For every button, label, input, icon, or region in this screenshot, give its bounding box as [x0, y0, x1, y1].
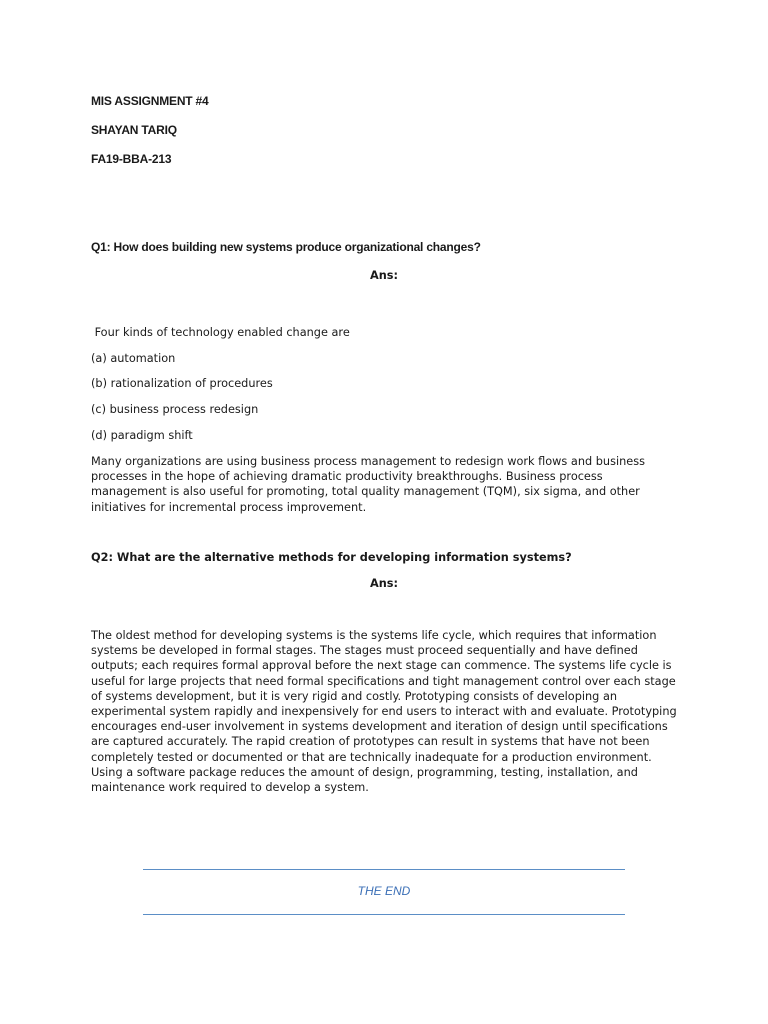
student-id: FA19-BBA-213 [91, 152, 172, 166]
paragraph-line: useful for large projects that need formal specifications and tight management control over each stage [91, 674, 676, 688]
answer-1-label: Ans: [369, 269, 399, 282]
paragraph-line: completely tested or documented or that are technically inadequate for a production environment. [91, 750, 652, 764]
the-end-text: THE END [357, 884, 411, 898]
paragraph-line: Using a software package reduces the amount of design, programming, testing, installation, and [91, 765, 638, 779]
bottom-divider [143, 914, 625, 915]
answer-2-label: Ans: [369, 577, 399, 590]
top-divider [143, 869, 625, 870]
paragraph-line: outputs; each requires formal approval before the next stage can commence. The systems life cycle is [91, 659, 672, 673]
q1-paragraph [91, 454, 661, 515]
paragraph-line: maintenance work required to develop a system. [91, 781, 369, 795]
paragraph-line: Many organizations are using business process management to redesign work flows and business [91, 455, 645, 468]
paragraph-line: management is also useful for promoting, total quality management (TQM), six sigma, and other [91, 485, 640, 499]
list-item: (b) rationalization of procedures [91, 377, 273, 390]
paragraph-line: are captured accurately. The rapid creation of prototypes can result in systems that have not been [91, 735, 650, 749]
list-item: (a) automation [91, 352, 176, 365]
paragraph-line: encourages end-user involvement in systems development and iteration of design until specifications [91, 720, 668, 734]
list-item: (d) paradigm shift [91, 429, 193, 442]
paragraph-line: systems be developed in formal stages. The stages must proceed sequentially and have defined [91, 644, 638, 658]
paragraph-line: The oldest method for developing systems is the systems life cycle, which requires that information [91, 629, 657, 642]
student-name: SHAYAN TARIQ [91, 123, 177, 137]
paragraph-line: experimental system rapidly and inexpensively for end users to interact with and evaluate. Prototyping [91, 705, 677, 719]
paragraph-line: of systems development, but it is very rigid and costly. Prototyping consists of developing an [91, 689, 618, 703]
q1-intro: Four kinds of technology enabled change are [91, 326, 350, 339]
question-2: Q2: What are the alternative methods for developing information systems? [91, 551, 572, 564]
question-1: Q1: How does building new systems produce organizational changes? [91, 240, 481, 254]
paragraph-line: processes in the hope of achieving dramatic productivity breakthroughs. Business process [91, 470, 603, 484]
assignment-title: MIS ASSIGNMENT #4 [91, 94, 209, 108]
q2-paragraph [91, 628, 677, 795]
paragraph-line: initiatives for incremental process improvement. [91, 500, 367, 514]
list-item: (c) business process redesign [91, 403, 259, 416]
